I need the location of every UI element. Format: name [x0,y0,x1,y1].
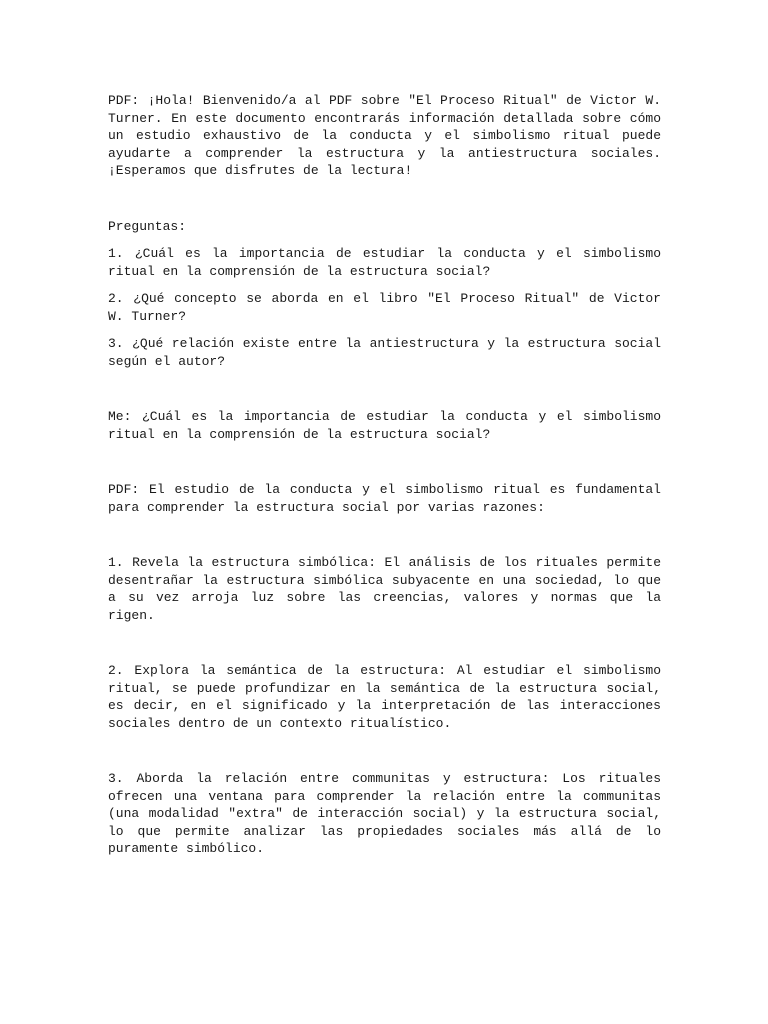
reason-item: 3. Aborda la relación entre communitas y estructura: Los rituales ofrecen una ventana para comprender la relación entre la communitas (una modalidad "extra" de interacción social) y la estructura social, lo que permite analizar las propiedades sociales más allá de lo puramente simbólico. [108,771,661,856]
question-item: 3. ¿Qué relación existe entre la antiestructura y la estructura social según el autor? [108,336,661,369]
me-question: Me: ¿Cuál es la importancia de estudiar la conducta y el simbolismo ritual en la comprensión de la estructura social? [108,409,661,442]
question-item: 1. ¿Cuál es la importancia de estudiar la conducta y el simbolismo ritual en la comprensión de la estructura social? [108,246,661,279]
reason-item: 2. Explora la semántica de la estructura: Al estudiar el simbolismo ritual, se puede profundizar en la semántica de la estructura social, es decir, en el significado y la interpretación de las interacciones sociales dentro de un contexto ritualístico. [108,663,661,731]
intro-paragraph: PDF: ¡Hola! Bienvenido/a al PDF sobre "El Proceso Ritual" de Victor W. Turner. En este documento encontrarás información detallada sobre cómo un estudio exhaustivo de la conducta y el simbolismo ritual puede ayudarte a comprender la estructura y la antiestructura sociales. ¡Esperamos que disfrutes de la lectura! [108,93,661,178]
reason-item: 1. Revela la estructura simbólica: El análisis de los rituales permite desentrañar la estructura simbólica subyacente en una sociedad, lo que a su vez arroja luz sobre las creencias, valores y normas que la rigen. [108,555,661,623]
document-page [108,92,661,858]
questions-heading: Preguntas: [108,218,187,234]
pdf-answer: PDF: El estudio de la conducta y el simbolismo ritual es fundamental para comprender la estructura social por varias razones: [108,482,661,515]
question-item: 2. ¿Qué concepto se aborda en el libro "El Proceso Ritual" de Victor W. Turner? [108,291,661,324]
